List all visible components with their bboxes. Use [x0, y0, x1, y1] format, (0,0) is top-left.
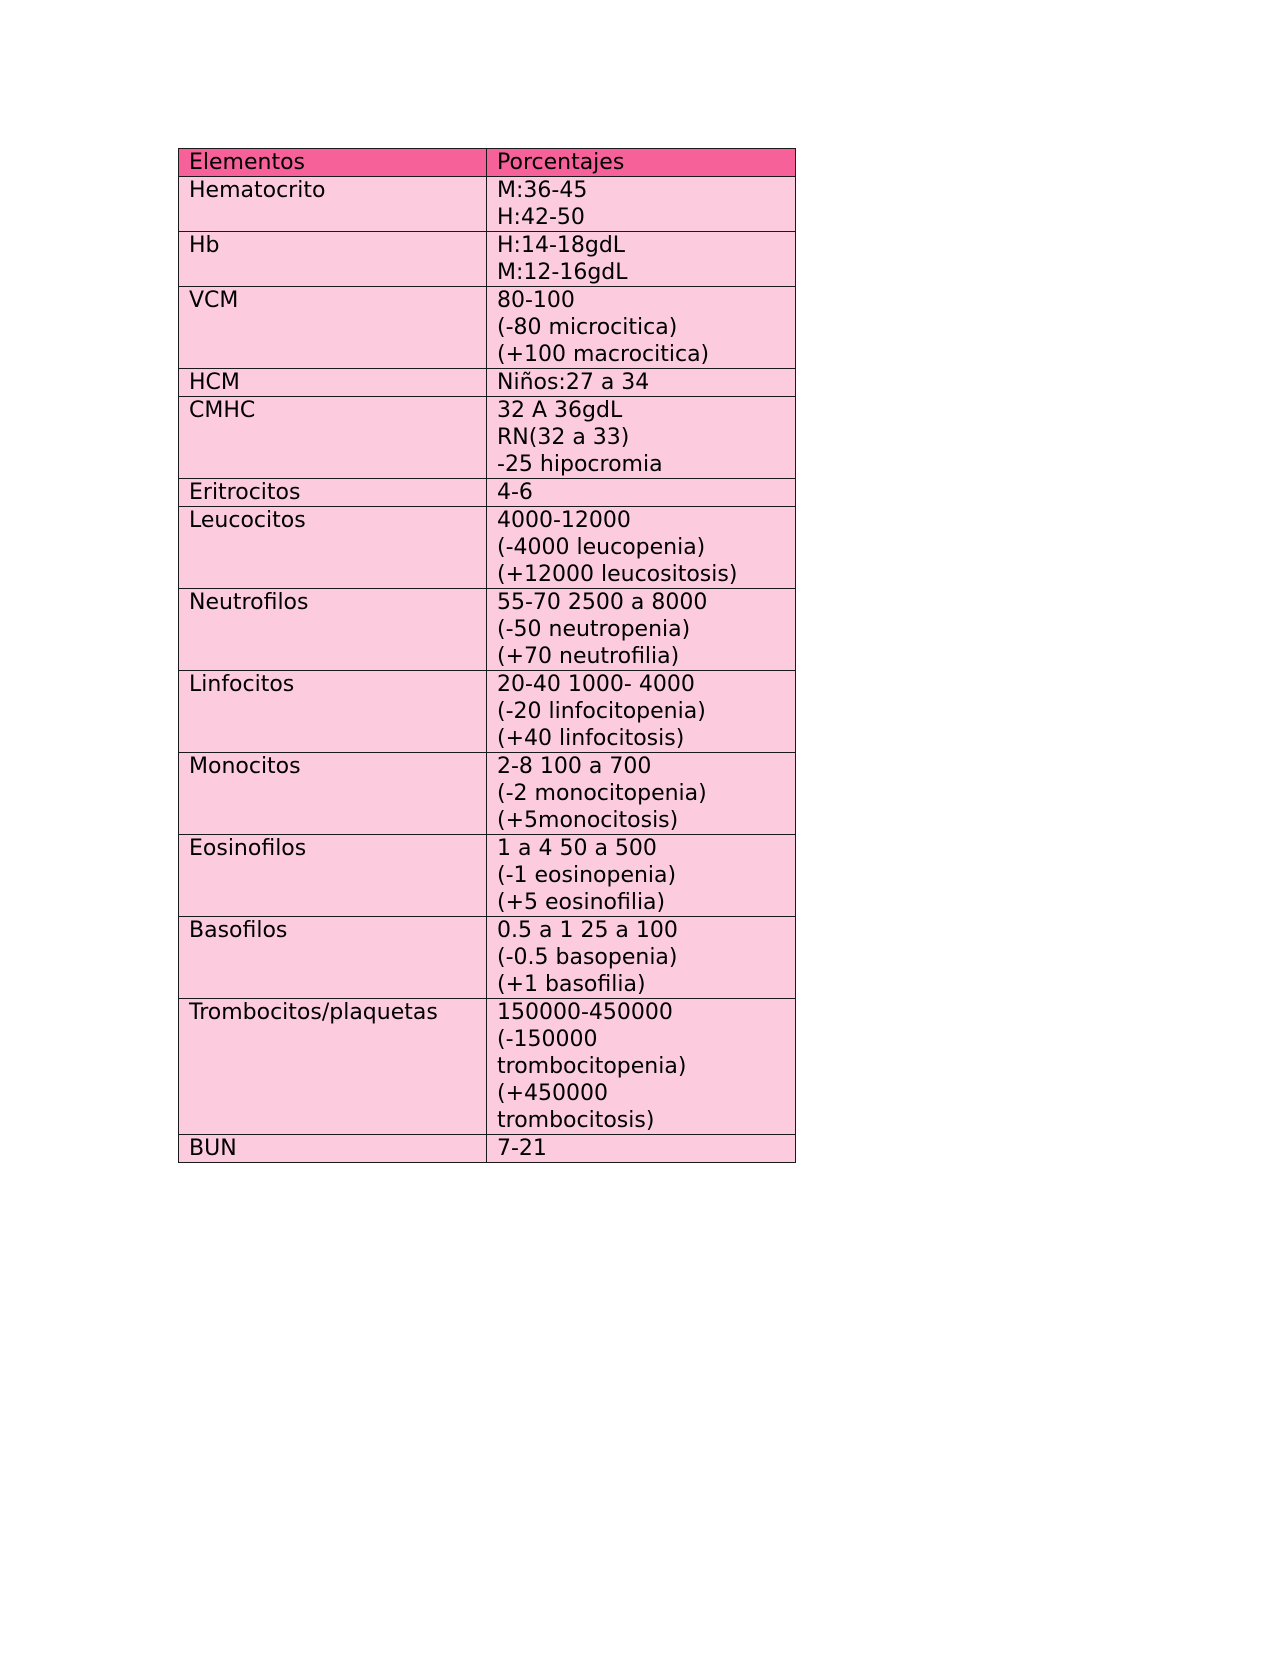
element-cell: Eosinofilos — [179, 835, 487, 917]
table-row — [179, 479, 796, 507]
value-cell — [487, 397, 796, 479]
table-row — [179, 232, 796, 287]
value-line: (+70 neutrofilia) — [497, 644, 680, 669]
table-row — [179, 287, 796, 369]
table-row — [179, 397, 796, 479]
value-line: (+450000 — [497, 1081, 608, 1106]
value-line: 1 a 4 50 a 500 — [497, 836, 657, 861]
header-porcentajes: Porcentajes — [487, 149, 796, 177]
header-elementos: Elementos — [179, 149, 487, 177]
value-cell — [487, 671, 796, 753]
element-cell: HCM — [179, 369, 487, 397]
value-line: 7-21 — [497, 1136, 547, 1161]
value-line: 32 A 36gdL — [497, 398, 623, 423]
value-line: (-80 microcitica) — [497, 315, 678, 340]
element-cell: Trombocitos/plaquetas — [179, 999, 487, 1135]
value-line: 2-8 100 a 700 — [497, 754, 652, 779]
value-line: M:36-45 — [497, 178, 588, 203]
table-body — [179, 177, 796, 1163]
value-cell — [487, 287, 796, 369]
value-line: (-4000 leucopenia) — [497, 535, 706, 560]
value-line: trombocitopenia) — [497, 1054, 687, 1079]
element-cell: Leucocitos — [179, 507, 487, 589]
value-line: (+5 eosinofilia) — [497, 890, 666, 915]
table-row — [179, 589, 796, 671]
table-row — [179, 671, 796, 753]
value-line: 0.5 a 1 25 a 100 — [497, 918, 678, 943]
value-line: (+12000 leucositosis) — [497, 562, 738, 587]
value-line: (+1 basofilia) — [497, 972, 646, 997]
element-cell: VCM — [179, 287, 487, 369]
table-row — [179, 835, 796, 917]
value-line: 150000-450000 — [497, 1000, 673, 1025]
value-cell — [487, 999, 796, 1135]
value-line: (-2 monocitopenia) — [497, 781, 707, 806]
value-line: M:12-16gdL — [497, 260, 628, 285]
value-line: trombocitosis) — [497, 1108, 655, 1133]
table-row — [179, 917, 796, 999]
table-header-row — [179, 149, 796, 177]
value-cell — [487, 1135, 796, 1163]
element-cell: Hematocrito — [179, 177, 487, 232]
value-line: (+100 macrocitica) — [497, 342, 710, 367]
value-line: H:42-50 — [497, 205, 585, 230]
value-line: Niños:27 a 34 — [497, 370, 650, 395]
element-cell: Linfocitos — [179, 671, 487, 753]
value-cell — [487, 232, 796, 287]
element-cell: Monocitos — [179, 753, 487, 835]
value-line: 20-40 1000- 4000 — [497, 672, 695, 697]
value-line: H:14-18gdL — [497, 233, 626, 258]
value-line: -25 hipocromia — [497, 452, 663, 477]
value-line: (-50 neutropenia) — [497, 617, 691, 642]
table-row — [179, 369, 796, 397]
value-cell — [487, 177, 796, 232]
element-cell: CMHC — [179, 397, 487, 479]
value-line: RN(32 a 33) — [497, 425, 630, 450]
table-row — [179, 507, 796, 589]
value-line: (-20 linfocitopenia) — [497, 699, 706, 724]
value-line: 80-100 — [497, 288, 575, 313]
value-line: (+40 linfocitosis) — [497, 726, 685, 751]
value-cell — [487, 479, 796, 507]
value-cell — [487, 369, 796, 397]
value-line: 4000-12000 — [497, 508, 631, 533]
element-cell: Neutrofilos — [179, 589, 487, 671]
table-row — [179, 753, 796, 835]
reference-values-table — [178, 148, 796, 1163]
table-row — [179, 999, 796, 1135]
value-line: 4-6 — [497, 480, 533, 505]
value-line: (-150000 — [497, 1027, 598, 1052]
value-cell — [487, 753, 796, 835]
value-line: (-1 eosinopenia) — [497, 863, 677, 888]
value-cell — [487, 835, 796, 917]
value-cell — [487, 507, 796, 589]
table-row — [179, 177, 796, 232]
element-cell: Basofilos — [179, 917, 487, 999]
value-line: (+5monocitosis) — [497, 808, 679, 833]
element-cell: Eritrocitos — [179, 479, 487, 507]
element-cell: Hb — [179, 232, 487, 287]
value-cell — [487, 589, 796, 671]
value-line: (-0.5 basopenia) — [497, 945, 678, 970]
value-cell — [487, 917, 796, 999]
element-cell: BUN — [179, 1135, 487, 1163]
table-row — [179, 1135, 796, 1163]
value-line: 55-70 2500 a 8000 — [497, 590, 708, 615]
